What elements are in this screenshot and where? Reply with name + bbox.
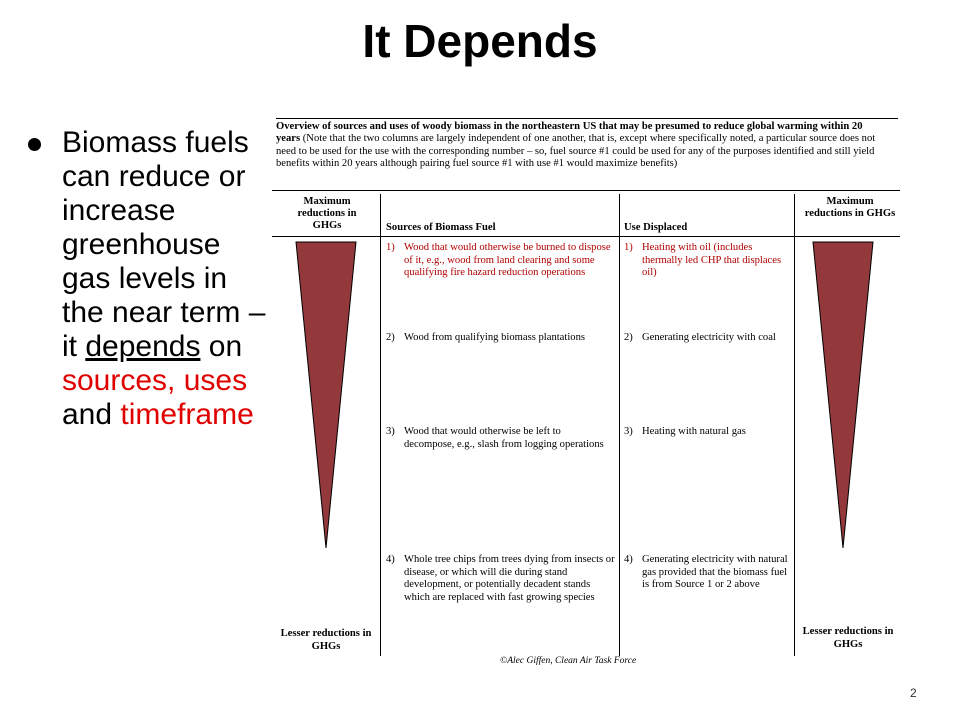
figure-note-rest: (Note that the two columns are largely independent of one another, that is, except where specifically noted, a particular source does not need to be used for the use with the corresponding number – so, fuel source #1 could be used for any of the purposes identified and still yield benefits within 20 years although pairing fuel source #1 with use #1 would maximize benefits): [276, 133, 876, 170]
use-number: 3): [624, 426, 633, 437]
wedge-left-icon: [294, 240, 358, 550]
header-use-displaced: Use Displaced: [624, 222, 688, 233]
biomass-overview-figure: [264, 110, 904, 670]
bullet-text-sources: sources,: [62, 364, 176, 397]
wedge-right-shape: [813, 242, 873, 548]
bullet-text-main: Biomass fuels can reduce or increase greenhouse gas levels in the near term – it: [62, 126, 266, 363]
header-divider: [272, 236, 900, 237]
use-number: 1): [624, 242, 633, 253]
page-number: 2: [910, 686, 917, 700]
source-number: 3): [386, 426, 395, 437]
source-text: Wood from qualifying biomass plantations: [404, 332, 585, 343]
bullet-text-on: on: [200, 330, 243, 363]
bullet-text-depends: depends: [85, 330, 201, 363]
lesser-reductions-left: Lesser reductions in GHGs: [280, 628, 372, 652]
header-max-left: Maximum reductions in GHGs: [297, 196, 357, 231]
bullet-text-timeframe: timeframe: [120, 398, 254, 431]
source-text: Wood that would otherwise be burned to dispose of it, e.g., wood from land clearing and some qualifying fire hazard reduction operations: [404, 242, 611, 279]
column-divider-2: [619, 194, 620, 656]
use-text: Heating with natural gas: [642, 426, 746, 437]
source-number: 2): [386, 332, 395, 343]
top-rule: [276, 118, 898, 119]
figure-credit: ©Alec Giffen, Clean Air Task Force: [500, 656, 637, 666]
slide-title: It Depends: [362, 15, 598, 67]
column-divider-1: [380, 194, 381, 656]
header-sources: Sources of Biomass Fuel: [386, 222, 496, 233]
source-text: Whole tree chips from trees dying from insects or disease, or which will die during stand development, or potentially decadent stands which are replaced with fast growing species: [404, 554, 615, 603]
use-text: Generating electricity with coal: [642, 332, 776, 343]
use-number: 2): [624, 332, 633, 343]
bullet-dot-icon: [28, 138, 41, 151]
lesser-reductions-right: Lesser reductions in GHGs: [802, 626, 894, 650]
figure-note-bold: Overview of sources and uses of woody biomass in the northeastern US that may be presumed to reduce global warming within 20 years: [276, 121, 863, 145]
use-text: Heating with oil (includes thermally led CHP that displaces oil): [642, 242, 782, 279]
use-text: Generating electricity with natural gas provided that the biomass fuel is from Source 1 or 2 above: [642, 554, 788, 591]
source-text: Wood that would otherwise be left to decompose, e.g., slash from logging operations: [404, 426, 604, 450]
figure-note: [276, 121, 886, 171]
note-divider: [272, 190, 900, 191]
header-max-right: Maximum reductions in GHGs: [804, 196, 896, 219]
source-number: 1): [386, 242, 395, 253]
column-divider-3: [794, 194, 795, 656]
bullet-text-uses: uses: [183, 364, 248, 397]
wedge-right-icon: [811, 240, 875, 550]
source-number: 4): [386, 554, 395, 565]
use-number: 4): [624, 554, 633, 565]
wedge-left-shape: [296, 242, 356, 548]
bullet-text: [62, 126, 272, 432]
bullet-text-and: and: [62, 398, 121, 431]
